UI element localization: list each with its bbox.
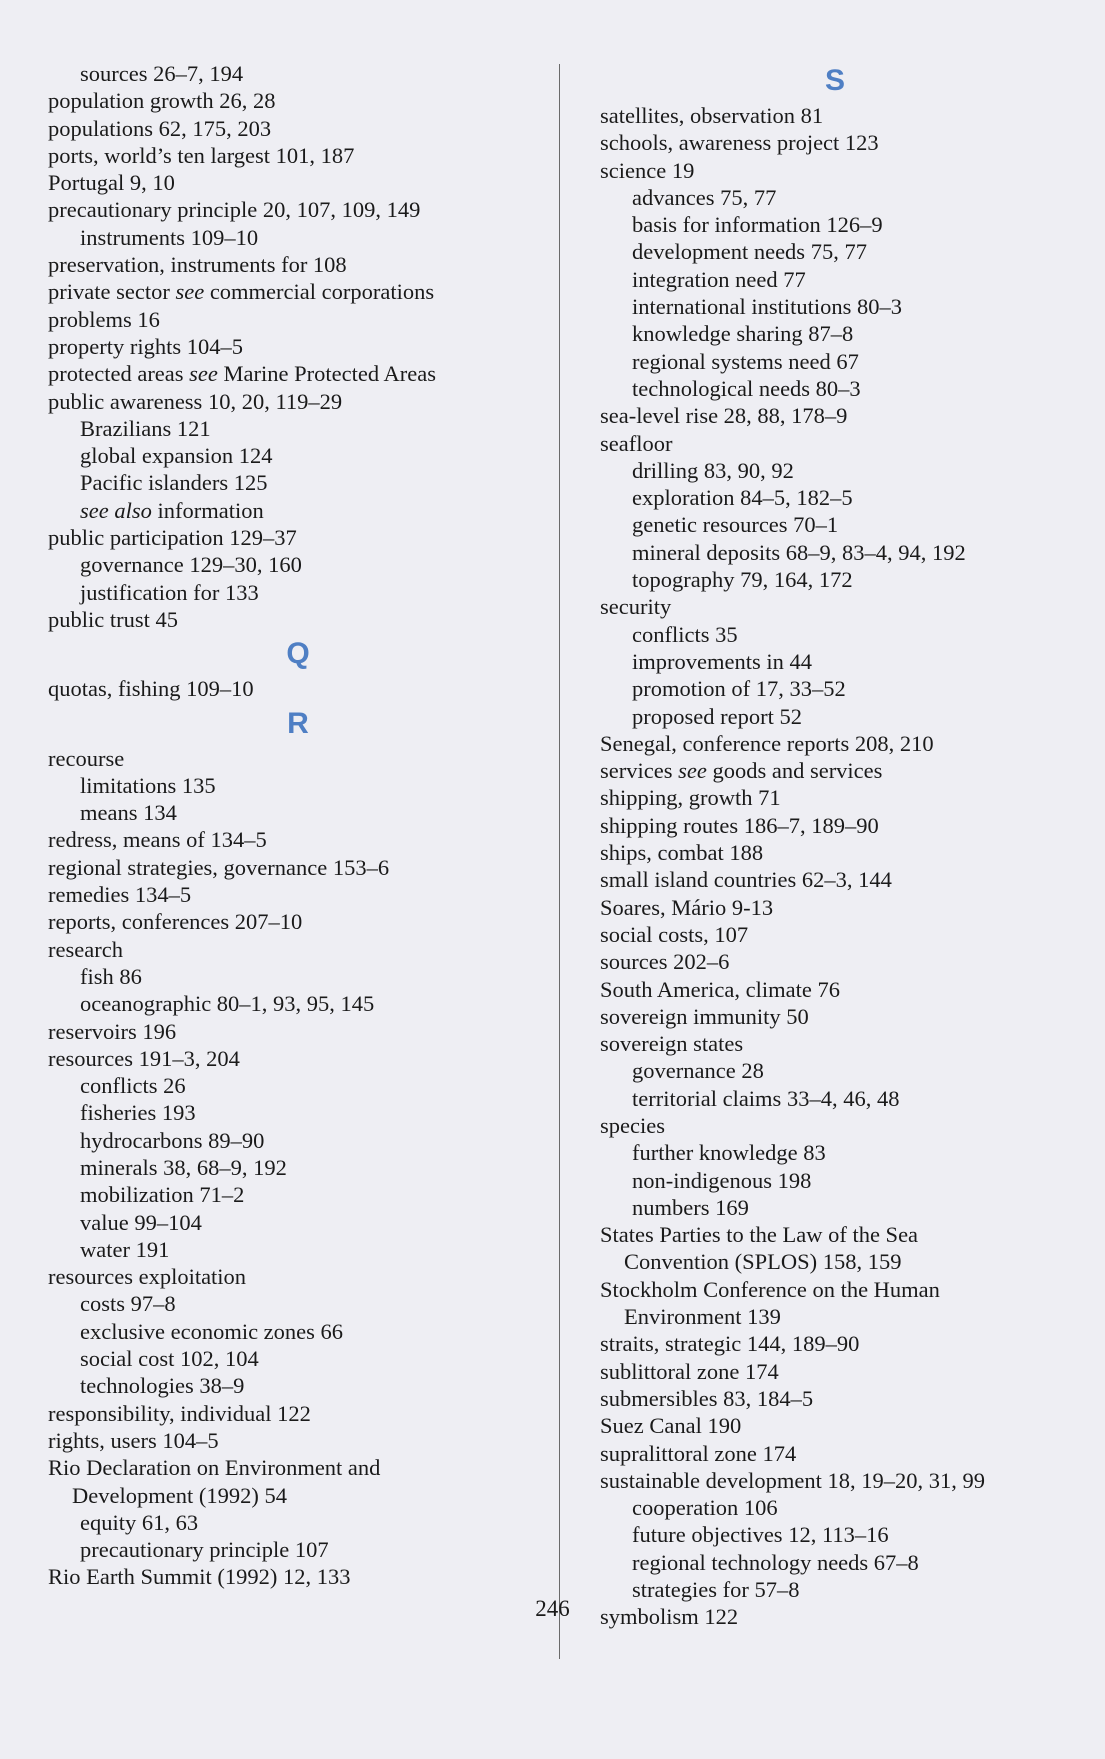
index-entry: quotas, fishing 109–10	[48, 676, 254, 702]
cross-reference-target: information	[151, 497, 264, 523]
index-subentry: future objectives 12, 113–16	[632, 1522, 889, 1548]
index-entry: security	[600, 594, 672, 620]
index-subentry: value 99–104	[80, 1209, 202, 1235]
index-subentry: governance 129–30, 160	[80, 552, 302, 578]
index-entry: South America, climate 76	[600, 976, 840, 1002]
index-subentry: conflicts 26	[80, 1073, 186, 1099]
index-subentry: justification for 133	[80, 579, 259, 605]
cross-reference-target: goods and services	[706, 758, 883, 784]
index-column-left	[48, 60, 548, 1591]
page-number: 246	[535, 1596, 570, 1621]
index-entry: rights, users 104–5	[48, 1427, 219, 1453]
index-entry: sovereign states	[600, 1031, 744, 1057]
index-subentry: regional systems need 67	[632, 348, 859, 374]
index-subentry: development needs 75, 77	[632, 239, 867, 265]
index-entry: recourse	[48, 745, 125, 771]
index-entry	[600, 757, 1070, 784]
index-subentry: numbers 169	[632, 1194, 749, 1220]
section-letter: S	[824, 64, 845, 97]
index-entry: shipping routes 186–7, 189–90	[600, 812, 879, 838]
index-entry: sources 202–6	[600, 949, 730, 975]
index-column-right	[600, 60, 1070, 1631]
column-divider	[559, 64, 560, 1659]
index-entry: satellites, observation 81	[600, 103, 824, 128]
index-subentry: regional technology needs 67–8	[632, 1549, 919, 1575]
index-entry: responsibility, individual 122	[48, 1400, 311, 1426]
index-subentry: basis for information 126–9	[632, 212, 883, 238]
index-entry: Suez Canal 190	[600, 1413, 742, 1439]
index-entry: remedies 134–5	[48, 882, 192, 908]
index-subentry: cooperation 106	[632, 1495, 778, 1521]
index-entry: supralittoral zone 174	[600, 1440, 797, 1466]
index-subentry: sources 26–7, 194	[80, 61, 244, 86]
index-entry: reports, conferences 207–10	[48, 909, 303, 935]
index-subentry: promotion of 17, 33–52	[632, 676, 846, 702]
index-entry: seafloor	[600, 430, 673, 456]
index-entry: regional strategies, governance 153–6	[48, 854, 390, 880]
index-subentry: drilling 83, 90, 92	[632, 457, 794, 483]
index-entry: reservoirs 196	[48, 1018, 177, 1044]
index-subentry: proposed report 52	[632, 703, 802, 729]
index-subentry: hydrocarbons 89–90	[80, 1127, 265, 1153]
index-subentry: genetic resources 70–1	[632, 512, 839, 538]
index-entry: science 19	[600, 157, 695, 183]
index-subentry: precautionary principle 107	[80, 1537, 329, 1563]
index-entry: States Parties to the Law of the Sea	[600, 1222, 919, 1248]
index-subentry: means 134	[80, 800, 177, 826]
index-subentry: international institutions 80–3	[632, 294, 902, 320]
index-entry: sustainable development 18, 19–20, 31, 99	[600, 1467, 985, 1493]
index-entry: Convention (SPLOS) 158, 159	[624, 1249, 902, 1275]
index-entry: redress, means of 134–5	[48, 827, 267, 853]
index-subentry: conflicts 35	[632, 621, 738, 647]
cross-reference-see: see	[189, 361, 218, 387]
index-subentry: further knowledge 83	[632, 1140, 826, 1166]
index-entry: submersibles 83, 184–5	[600, 1385, 814, 1411]
index-entry: social costs, 107	[600, 921, 749, 947]
index-entry	[48, 360, 548, 387]
index-entry: Development (1992) 54	[72, 1482, 287, 1508]
index-entry: Rio Earth Summit (1992) 12, 133	[48, 1564, 351, 1590]
index-entry: straits, strategic 144, 189–90	[600, 1331, 860, 1357]
entry-text: protected areas	[48, 361, 190, 387]
index-entry: preservation, instruments for 108	[48, 252, 347, 278]
index-subentry: mobilization 71–2	[80, 1182, 245, 1208]
entry-text: services	[600, 758, 679, 784]
index-subentry: Brazilians 121	[80, 415, 211, 441]
index-subentry: mineral deposits 68–9, 83–4, 94, 192	[632, 539, 966, 565]
index-entry: ships, combat 188	[600, 840, 764, 866]
index-entry: symbolism 122	[600, 1604, 739, 1630]
index-entry: public awareness 10, 20, 119–29	[48, 388, 343, 414]
index-entry: small island countries 62–3, 144	[600, 867, 892, 893]
index-subentry: social cost 102, 104	[80, 1346, 259, 1372]
index-entry	[48, 278, 548, 305]
index-subentry: improvements in 44	[632, 648, 812, 674]
index-entry: ports, world’s ten largest 101, 187	[48, 142, 355, 168]
index-subentry: non-indigenous 198	[632, 1167, 812, 1193]
index-subentry: global expansion 124	[80, 443, 273, 469]
index-subentry: equity 61, 63	[80, 1509, 199, 1535]
cross-reference-see: see	[175, 279, 205, 305]
index-subentry: territorial claims 33–4, 46, 48	[632, 1085, 900, 1111]
section-letter: R	[287, 706, 309, 740]
index-entry: populations 62, 175, 203	[48, 115, 272, 141]
index-subentry: fish 86	[80, 963, 142, 989]
index-entry: property rights 104–5	[48, 333, 243, 359]
section-letter: Q	[286, 637, 310, 671]
index-entry: resources exploitation	[48, 1264, 247, 1290]
index-subentry: technological needs 80–3	[632, 375, 861, 401]
index-entry: population growth 26, 28	[48, 88, 276, 114]
cross-reference-target: commercial corporations	[204, 279, 435, 305]
index-subentry: strategies for 57–8	[632, 1577, 800, 1603]
index-entry: shipping, growth 71	[600, 785, 781, 811]
index-subentry: minerals 38, 68–9, 192	[80, 1154, 287, 1180]
index-subentry: limitations 135	[80, 772, 216, 798]
index-subentry: costs 97–8	[80, 1291, 176, 1317]
index-entry: sea-level rise 28, 88, 178–9	[600, 403, 848, 429]
index-entry: schools, awareness project 123	[600, 130, 879, 156]
index-entry: Stockholm Conference on the Human	[600, 1276, 940, 1302]
index-subentry: exploration 84–5, 182–5	[632, 485, 853, 511]
index-subentry: integration need 77	[632, 266, 806, 292]
index-entry: species	[600, 1112, 665, 1138]
index-entry: Rio Declaration on Environment and	[48, 1455, 381, 1481]
index-entry: Portugal 9, 10	[48, 170, 175, 196]
index-subentry: technologies 38–9	[80, 1373, 245, 1399]
index-entry: research	[48, 936, 123, 962]
index-entry: public participation 129–37	[48, 525, 297, 551]
index-entry: sovereign immunity 50	[600, 1003, 809, 1029]
index-entry: Environment 139	[624, 1304, 781, 1330]
index-subentry: exclusive economic zones 66	[80, 1318, 344, 1344]
index-subentry: knowledge sharing 87–8	[632, 321, 854, 347]
index-subentry: fisheries 193	[80, 1100, 196, 1126]
cross-reference-see: see	[678, 758, 707, 784]
index-entry: Soares, Mário 9-13	[600, 894, 774, 920]
index-entry: problems 16	[48, 306, 160, 332]
index-subentry: Pacific islanders 125	[80, 470, 268, 496]
index-entry: resources 191–3, 204	[48, 1045, 240, 1071]
index-entry: sublittoral zone 174	[600, 1358, 779, 1384]
index-subentry: topography 79, 164, 172	[632, 567, 853, 593]
index-subentry: water 191	[80, 1236, 170, 1262]
index-subentry: governance 28	[632, 1058, 764, 1084]
index-entry: Senegal, conference reports 208, 210	[600, 730, 934, 756]
index-entry: public trust 45	[48, 606, 178, 632]
index-subentry: instruments 109–10	[80, 224, 259, 250]
cross-reference-see: see also	[80, 497, 152, 523]
entry-text: private sector	[48, 279, 176, 305]
cross-reference-target: Marine Protected Areas	[217, 361, 436, 387]
index-subentry: advances 75, 77	[632, 184, 777, 210]
index-subentry	[48, 497, 548, 524]
index-entry: precautionary principle 20, 107, 109, 149	[48, 197, 421, 223]
index-subentry: oceanographic 80–1, 93, 95, 145	[80, 991, 375, 1017]
